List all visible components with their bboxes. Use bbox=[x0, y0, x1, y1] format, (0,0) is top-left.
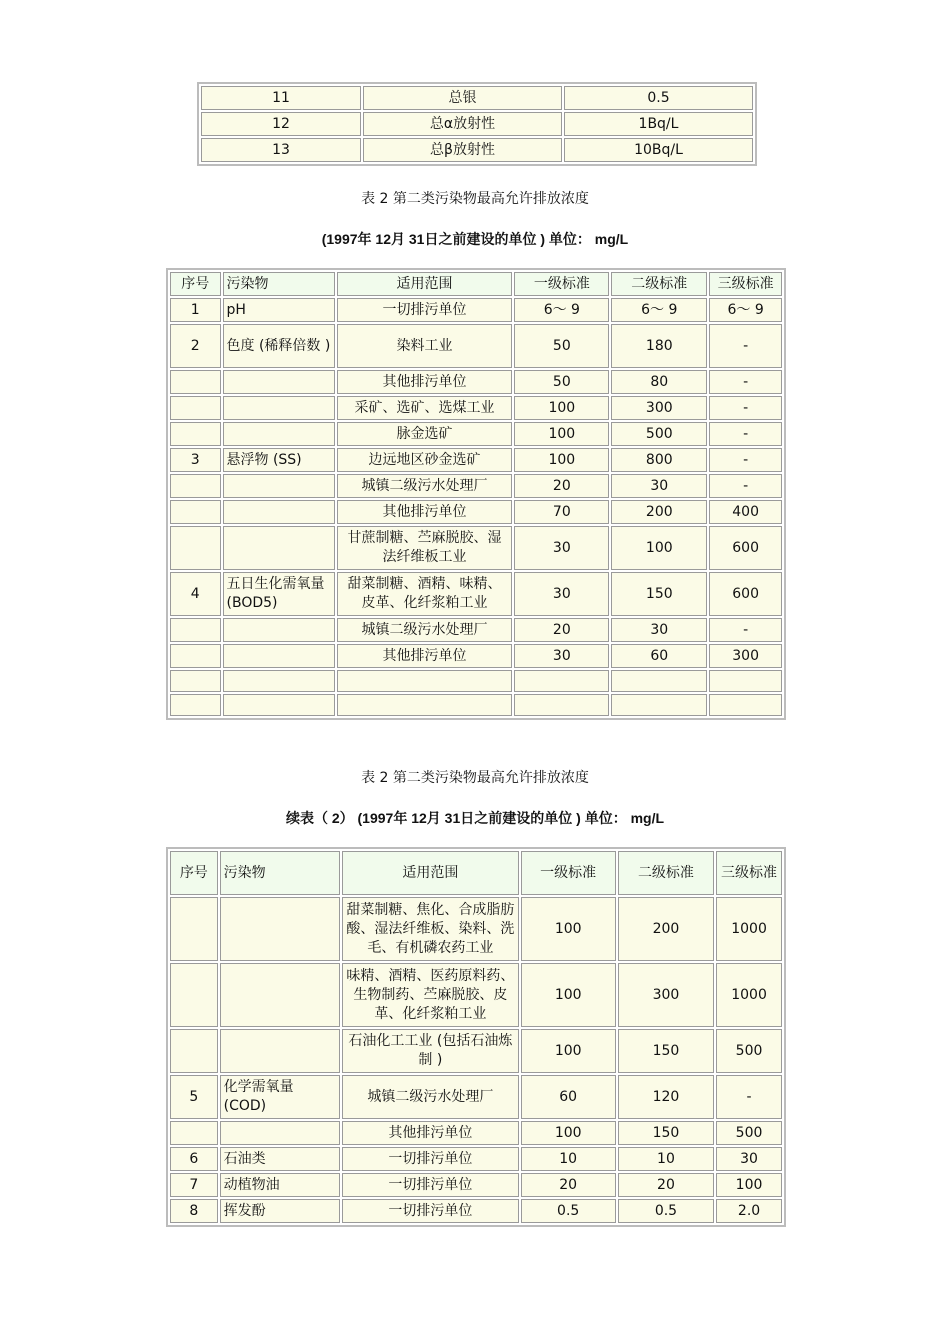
table-cell: 0.5 bbox=[521, 1199, 616, 1223]
table-cell: pH bbox=[223, 298, 335, 322]
table-cell bbox=[170, 370, 221, 394]
table-2-cont-subtitle: 续表（ 2） (1997年 12月 31日之前建设的单位 ) 单位： mg/L bbox=[285, 810, 665, 826]
table-cell: 200 bbox=[618, 897, 714, 961]
table-cell: 0.5 bbox=[618, 1199, 714, 1223]
table-cell bbox=[170, 526, 221, 570]
table-cell: 100 bbox=[514, 448, 609, 472]
table-row bbox=[170, 1147, 782, 1171]
table-cell: 10Bq/L bbox=[564, 138, 753, 162]
table-cell: 3 bbox=[170, 448, 221, 472]
table-cell bbox=[220, 897, 341, 961]
table-cell: 12 bbox=[201, 112, 361, 136]
table-cell: 13 bbox=[201, 138, 361, 162]
table-cell: 500 bbox=[611, 422, 707, 446]
table-row bbox=[170, 396, 782, 420]
table-cell: 一切排污单位 bbox=[342, 1199, 518, 1223]
table-cell: 色度 (稀释倍数 ) bbox=[223, 324, 335, 368]
table-row bbox=[201, 138, 753, 162]
table-cell: 甘蔗制糖、苎麻脱胶、湿法纤维板工业 bbox=[337, 526, 513, 570]
table-cell: 10 bbox=[521, 1147, 616, 1171]
table-row bbox=[170, 324, 782, 368]
table-cell bbox=[223, 396, 335, 420]
table-cell: 600 bbox=[709, 572, 782, 616]
table-cell: 100 bbox=[514, 396, 609, 420]
table-row bbox=[170, 618, 782, 642]
table-cell bbox=[337, 694, 513, 716]
table-cell: 30 bbox=[514, 526, 609, 570]
table-cell: 20 bbox=[521, 1173, 616, 1197]
table-cell: 150 bbox=[611, 572, 707, 616]
table-cell: 1000 bbox=[716, 963, 782, 1027]
table-cell: 5 bbox=[170, 1075, 218, 1119]
table-cell: 1Bq/L bbox=[564, 112, 753, 136]
table-cell bbox=[223, 670, 335, 692]
table-cell: 采矿、选矿、选煤工业 bbox=[337, 396, 513, 420]
table-cell: 一切排污单位 bbox=[342, 1147, 518, 1171]
table-row bbox=[201, 86, 753, 110]
table-cell: 80 bbox=[611, 370, 707, 394]
table-cell: 2 bbox=[170, 324, 221, 368]
table-cell: 11 bbox=[201, 86, 361, 110]
table-cell: 100 bbox=[611, 526, 707, 570]
table-row bbox=[170, 448, 782, 472]
table-row bbox=[170, 474, 782, 498]
table-cell bbox=[170, 1029, 218, 1073]
table-cell: 城镇二级污水处理厂 bbox=[342, 1075, 518, 1119]
header-cell: 三级标准 bbox=[716, 851, 782, 895]
table-cell: 7 bbox=[170, 1173, 218, 1197]
header-cell: 序号 bbox=[170, 851, 218, 895]
table-cell bbox=[170, 694, 221, 716]
table-cell bbox=[223, 526, 335, 570]
table-2-cont-title: 表 2 第二类污染物最高允许排放浓度 bbox=[361, 770, 589, 786]
table-cell bbox=[170, 500, 221, 524]
table-row bbox=[201, 112, 753, 136]
header-cell: 污染物 bbox=[220, 851, 341, 895]
header-cell: 二级标准 bbox=[618, 851, 714, 895]
table-row bbox=[170, 1075, 782, 1119]
table-cell: 五日生化需氧量 (BOD5) bbox=[223, 572, 335, 616]
table-cell: 1000 bbox=[716, 897, 782, 961]
table-cell: 6～ 9 bbox=[611, 298, 707, 322]
table-row bbox=[170, 670, 782, 692]
table-cell: 100 bbox=[521, 897, 616, 961]
table-cell: 20 bbox=[514, 618, 609, 642]
table-cell: 50 bbox=[514, 370, 609, 394]
table-row bbox=[170, 1199, 782, 1223]
table-cell: 60 bbox=[611, 644, 707, 668]
header-cell: 适用范围 bbox=[337, 272, 513, 296]
table-row bbox=[170, 1121, 782, 1145]
table-cell: 其他排污单位 bbox=[337, 370, 513, 394]
table-cell: 30 bbox=[514, 572, 609, 616]
table-1-body bbox=[201, 86, 753, 162]
table-cell bbox=[170, 474, 221, 498]
table-cell bbox=[223, 694, 335, 716]
header-cell: 适用范围 bbox=[342, 851, 518, 895]
table-cell: - bbox=[709, 396, 782, 420]
table-cell: 300 bbox=[611, 396, 707, 420]
table-cell: 8 bbox=[170, 1199, 218, 1223]
table-cell bbox=[223, 474, 335, 498]
table-cell bbox=[514, 670, 609, 692]
table-cell: 100 bbox=[521, 1121, 616, 1145]
table-cell bbox=[223, 644, 335, 668]
table-cell: 挥发酚 bbox=[220, 1199, 341, 1223]
table-row bbox=[170, 500, 782, 524]
table-cell: 4 bbox=[170, 572, 221, 616]
table-cell bbox=[223, 500, 335, 524]
table-cell bbox=[170, 897, 218, 961]
table-cell: 200 bbox=[611, 500, 707, 524]
table-cell: 500 bbox=[716, 1029, 782, 1073]
table-cell: 50 bbox=[514, 324, 609, 368]
table-cell: 甜菜制糖、酒精、味精、皮革、化纤浆粕工业 bbox=[337, 572, 513, 616]
table-cell: 边远地区砂金选矿 bbox=[337, 448, 513, 472]
table-2-subtitle: (1997年 12月 31日之前建设的单位 ) 单位： mg/L bbox=[321, 231, 629, 247]
table-cell: 脉金选矿 bbox=[337, 422, 513, 446]
table-cell: 总β放射性 bbox=[363, 138, 562, 162]
table-cell: 800 bbox=[611, 448, 707, 472]
table-cell: 动植物油 bbox=[220, 1173, 341, 1197]
table-header-row bbox=[170, 272, 782, 296]
table-cell bbox=[170, 670, 221, 692]
table-cell bbox=[709, 694, 782, 716]
table-cell: 100 bbox=[521, 963, 616, 1027]
table-cell: 化学需氧量 (COD) bbox=[220, 1075, 341, 1119]
table-cell bbox=[220, 1121, 341, 1145]
table-cell bbox=[611, 670, 707, 692]
table-cell: 30 bbox=[611, 618, 707, 642]
table-3 bbox=[166, 847, 786, 1227]
table-cell: 其他排污单位 bbox=[342, 1121, 518, 1145]
table-cell: 其他排污单位 bbox=[337, 500, 513, 524]
table-cell bbox=[170, 963, 218, 1027]
table-cell: - bbox=[716, 1075, 782, 1119]
table-cell: 150 bbox=[618, 1121, 714, 1145]
table-cell: - bbox=[709, 448, 782, 472]
table-row bbox=[170, 897, 782, 961]
table-1 bbox=[197, 82, 757, 166]
table-cell bbox=[611, 694, 707, 716]
table-cell bbox=[514, 694, 609, 716]
table-cell: - bbox=[709, 370, 782, 394]
table-cell: 180 bbox=[611, 324, 707, 368]
table-cell: 0.5 bbox=[564, 86, 753, 110]
table-cell: - bbox=[709, 618, 782, 642]
header-cell: 一级标准 bbox=[514, 272, 609, 296]
table-cell: 100 bbox=[716, 1173, 782, 1197]
table-cell: 一切排污单位 bbox=[337, 298, 513, 322]
table-header-row bbox=[170, 851, 782, 895]
table-row bbox=[170, 644, 782, 668]
table-cell: 甜菜制糖、焦化、合成脂肪酸、湿法纤维板、染料、洗毛、有机磷农药工业 bbox=[342, 897, 518, 961]
table-cell bbox=[170, 422, 221, 446]
table-cell: - bbox=[709, 474, 782, 498]
table-cell: 60 bbox=[521, 1075, 616, 1119]
table-row bbox=[170, 1173, 782, 1197]
table-cell bbox=[170, 644, 221, 668]
table-cell: - bbox=[709, 422, 782, 446]
table-cell: 100 bbox=[521, 1029, 616, 1073]
table-cell bbox=[223, 618, 335, 642]
table-cell bbox=[223, 370, 335, 394]
table-cell: 300 bbox=[618, 963, 714, 1027]
table-cell: 城镇二级污水处理厂 bbox=[337, 618, 513, 642]
table-cell: 城镇二级污水处理厂 bbox=[337, 474, 513, 498]
header-cell: 污染物 bbox=[223, 272, 335, 296]
table-cell bbox=[170, 1121, 218, 1145]
table-cell: - bbox=[709, 324, 782, 368]
table-cell: 6～ 9 bbox=[514, 298, 609, 322]
table-cell bbox=[223, 422, 335, 446]
table-row bbox=[170, 1029, 782, 1073]
table-cell: 总银 bbox=[363, 86, 562, 110]
table-row bbox=[170, 694, 782, 716]
table-cell: 70 bbox=[514, 500, 609, 524]
table-cell: 一切排污单位 bbox=[342, 1173, 518, 1197]
table-cell: 300 bbox=[709, 644, 782, 668]
table-cell: 10 bbox=[618, 1147, 714, 1171]
table-row bbox=[170, 572, 782, 616]
table-row bbox=[170, 422, 782, 446]
header-cell: 二级标准 bbox=[611, 272, 707, 296]
table-cell: 味精、酒精、医药原料药、生物制药、苎麻脱胶、皮革、化纤浆粕工业 bbox=[342, 963, 518, 1027]
table-cell: 20 bbox=[618, 1173, 714, 1197]
table-cell bbox=[220, 963, 341, 1027]
table-cell: 150 bbox=[618, 1029, 714, 1073]
table-cell: 6 bbox=[170, 1147, 218, 1171]
table-cell: 1 bbox=[170, 298, 221, 322]
table-cell: 30 bbox=[514, 644, 609, 668]
table-cell: 30 bbox=[611, 474, 707, 498]
table-cell: 石油类 bbox=[220, 1147, 341, 1171]
table-cell: 500 bbox=[716, 1121, 782, 1145]
table-cell: 总α放射性 bbox=[363, 112, 562, 136]
table-cell bbox=[337, 670, 513, 692]
table-cell: 2.0 bbox=[716, 1199, 782, 1223]
table-cell bbox=[170, 618, 221, 642]
table-cell bbox=[170, 396, 221, 420]
table-2-title: 表 2 第二类污染物最高允许排放浓度 bbox=[361, 191, 589, 207]
table-2 bbox=[166, 268, 786, 720]
table-cell: 30 bbox=[716, 1147, 782, 1171]
table-cell: 6～ 9 bbox=[709, 298, 782, 322]
table-row bbox=[170, 526, 782, 570]
table-cell: 石油化工工业 (包括石油炼制 ) bbox=[342, 1029, 518, 1073]
table-cell: 悬浮物 (SS) bbox=[223, 448, 335, 472]
header-cell: 三级标准 bbox=[709, 272, 782, 296]
table-cell bbox=[220, 1029, 341, 1073]
header-cell: 一级标准 bbox=[521, 851, 616, 895]
header-cell: 序号 bbox=[170, 272, 221, 296]
table-cell: 400 bbox=[709, 500, 782, 524]
table-cell: 100 bbox=[514, 422, 609, 446]
table-3-body bbox=[170, 851, 782, 1223]
table-2-body bbox=[170, 272, 782, 716]
table-row bbox=[170, 298, 782, 322]
table-cell: 20 bbox=[514, 474, 609, 498]
table-row bbox=[170, 963, 782, 1027]
table-cell: 染料工业 bbox=[337, 324, 513, 368]
table-row bbox=[170, 370, 782, 394]
table-cell: 600 bbox=[709, 526, 782, 570]
table-cell: 其他排污单位 bbox=[337, 644, 513, 668]
table-cell bbox=[709, 670, 782, 692]
table-cell: 120 bbox=[618, 1075, 714, 1119]
